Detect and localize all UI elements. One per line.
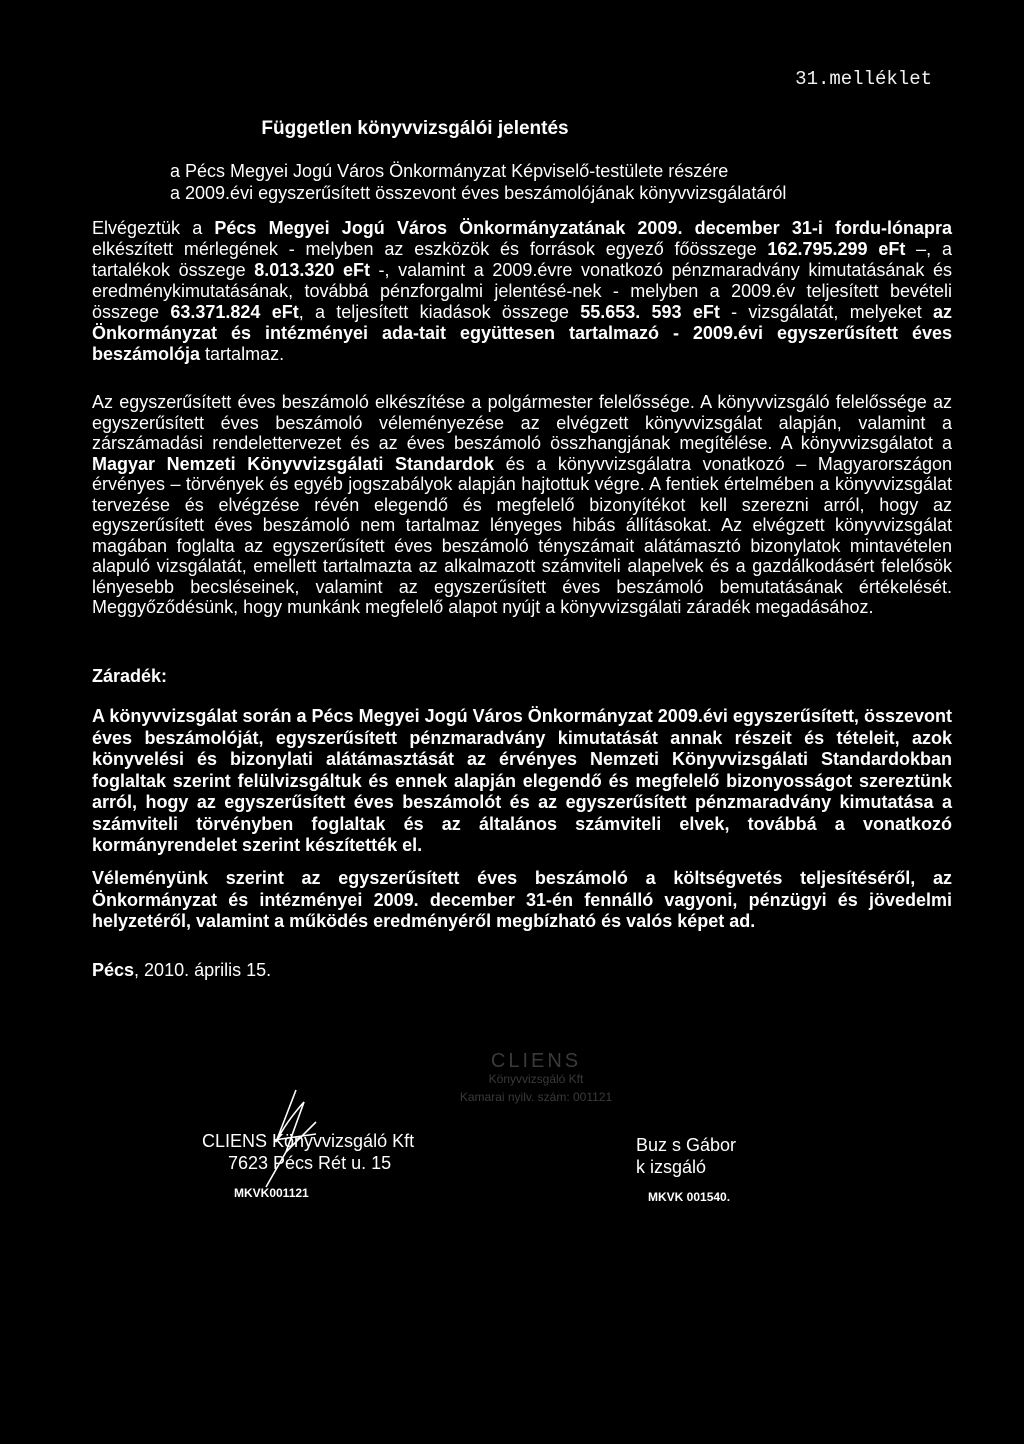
annex-label: 31.melléklet (795, 68, 932, 90)
firm-address: 7623 Pécs Rét u. 15 (228, 1153, 392, 1173)
clause-paragraph: A könyvvizsgálat során a Pécs Megyei Jogú Város Önkormányzat 2009.évi egyszerűsített, összevont éves beszámolóját, egyszerűsített pénzmaradvány kimutatását annak részeit és tételeit, azok könyvelési és bizonylati alátámasztását az érvényes Nemzeti Könyvvizsgálati Standardokban foglaltak szerint felülvizsgáltuk és ennek alapján elegendő és megfelelő bizonyosságot szereztünk arról, hogy az egyszerűsített éves beszámolót és az egyszerűsített pénzmaradvány kimutatása a számviteli törvényben foglaltak és az általános számviteli elvek, továbbá a vonatkozó kormányrendelet szerint készítették el. (92, 706, 952, 855)
firm-registration: MKVK001121 (234, 1186, 309, 1200)
intro-text-3: –, a tartalékok összege (92, 239, 952, 280)
place-date-text: , 2010. április 15. (134, 960, 272, 980)
company-stamp (436, 1052, 636, 1106)
intro-bold-5: 55.653. 593 eFt (580, 302, 720, 322)
addressee-line-1: a Pécs Megyei Jogú Város Önkormányzat Képviselő-testülete részére (170, 161, 729, 181)
stamp-name: CLIENS (490, 1050, 582, 1072)
intro-text-4: -, valamint a 2009.évre vonatkozó pénzmaradvány kimutatásának és eredménykimutatásának, továbbá pénzforgalmi jelentésé-nek - melyben a 2009.év teljesített bevételi összege (92, 260, 952, 322)
firm-block (202, 1130, 414, 1204)
stamp-line-3: Kamarai nyilv. szám: 001121 (459, 1090, 613, 1104)
intro-bold-4: 63.371.824 eFt (170, 302, 299, 322)
auditor-registration: MKVK 001540. (648, 1190, 731, 1204)
stamp-line-2: Könyvvizsgáló Kft (488, 1072, 584, 1086)
intro-text-2: elkészített mérlegének - melyben az eszközök és források egyező főösszege (92, 239, 768, 259)
resp-text-1: Az egyszerűsített éves beszámoló elkészítése a polgármester felelőssége. A könyvvizsgáló felelőssége az egyszerűsített éves beszámoló véleményezése az elvégzett könyvvizsgálat alapján, valamint a zárszámadási rendelettervezet és az éves beszámoló összhangjának megítélése. A könyvvizsgálatot a (92, 392, 952, 453)
clause-heading: Záradék: (92, 666, 168, 686)
intro-bold-2: 162.795.299 eFt (767, 239, 906, 259)
resp-bold-1: Magyar Nemzeti Könyvvizsgálati Standardok (92, 453, 494, 474)
auditor-name: Buz s Gábor (636, 1135, 737, 1155)
opinion-paragraph: Véleményünk szerint az egyszerűsített éves beszámoló a költségvetés teljesítéséről, az Önkormányzat és intézményei 2009. december 31-én fennálló vagyoni, pénzügyi és jövedelmi helyzetéről, valamint a működés eredményéről megbízható és valós képet ad. (92, 868, 952, 931)
auditor-block (636, 1134, 736, 1208)
place-date (92, 960, 952, 981)
intro-paragraph (92, 218, 952, 365)
place-city: Pécs (92, 960, 135, 980)
firm-name: CLIENS Könyvvizsgáló Kft (202, 1131, 415, 1151)
auditor-role: k izsgáló (636, 1157, 707, 1177)
intro-text-6: - vizsgálatát, melyeket (719, 302, 933, 322)
responsibility-paragraph (92, 392, 952, 618)
intro-bold-1: Pécs Megyei Jogú Város Önkormányzatának 2009. december 31-i fordu-lónapra (214, 218, 953, 238)
intro-bold-3: 8.013.320 eFt (254, 260, 370, 280)
intro-text-1: Elvégeztük a (92, 218, 215, 238)
intro-text-5: , a teljesített kiadások összege (298, 302, 581, 322)
addressee-line-2: a 2009.évi egyszerűsített összevont éves beszámolójának könyvvizsgálatáról (170, 183, 787, 203)
intro-text-7: tartalmaz. (200, 344, 285, 364)
resp-text-2: és a könyvvizsgálatra vonatkozó – Magyarországon érvényes – törvények és egyéb jogszabályok alapján hajtottuk végre. A fentiek értelmében a könyvvizsgálat tervezése és elvégzése révén elegendő és megfelelő bizonyítékot kell szerezni arról, hogy az egyszerűsített éves beszámoló nem tartalmaz lényeges hibás állításokat. Az elvégzett könyvvizsgálat magában foglalta az egyszerűsített éves beszámoló tényszámait alátámasztó bizonylatok mintavételen alapuló vizsgálatát, emellett tartalmazta az alkalmazott számviteli alapelvek és a gazdálkodásért felelősök lényesebb becsléseinek, valamint az egyszerűsített éves beszámoló bemutatásának értékelését. Meggyőződésünk, hogy munkánk megfelelő alapot nyújt a könyvvizsgálati záradék megadásához. (92, 453, 952, 617)
intro-bold-6: az Önkormányzat és intézményei ada-tait együttesen tartalmazó - 2009.évi egyszerűsített éves beszámolója (92, 302, 953, 364)
addressee-block (170, 160, 786, 204)
report-title: Független könyvvizsgálói jelentés (261, 118, 569, 139)
